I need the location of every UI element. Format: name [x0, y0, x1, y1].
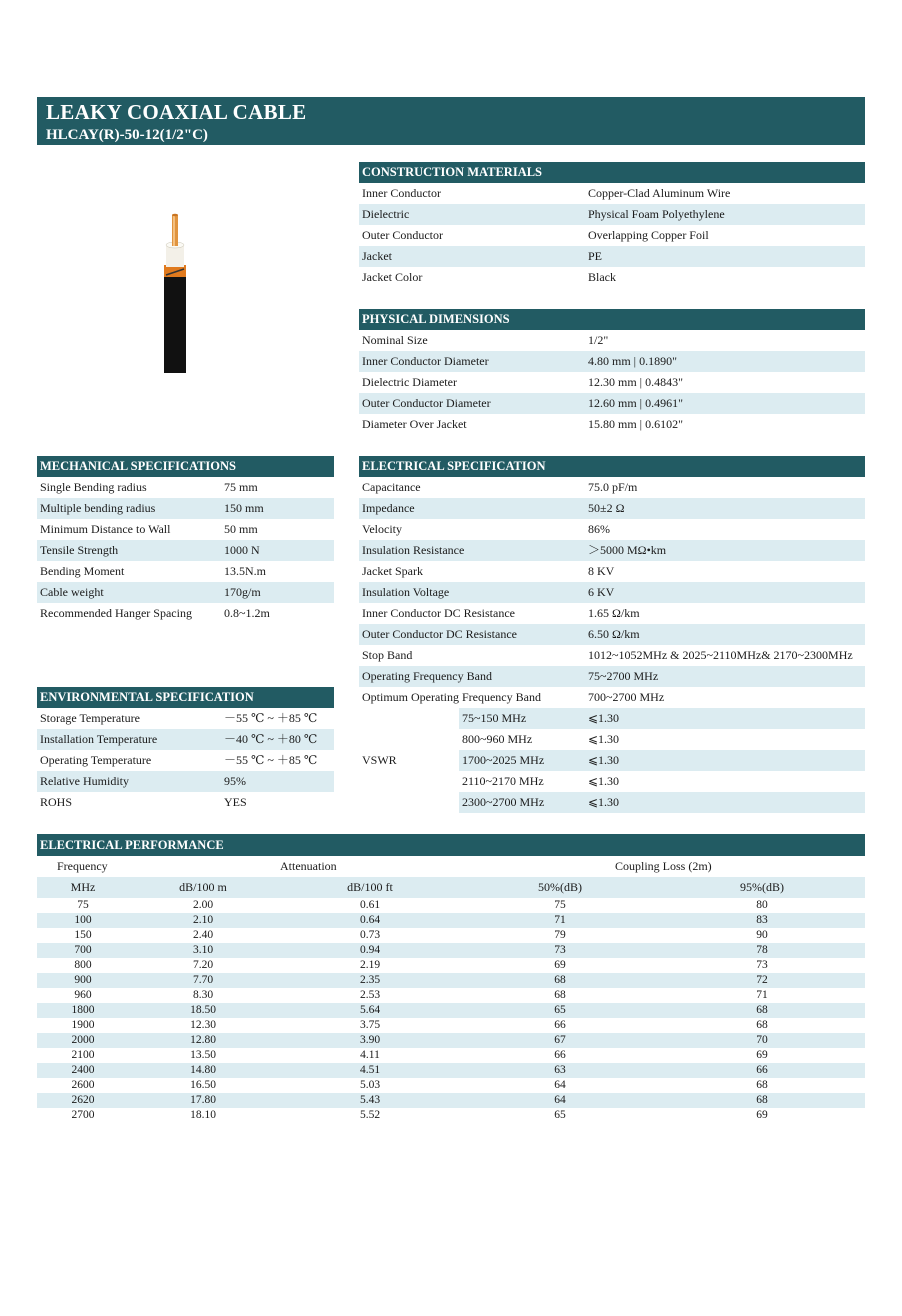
- table-cell: 700: [74, 944, 92, 956]
- vswr-value: ⩽1.30: [588, 732, 620, 746]
- table-row: [37, 1093, 865, 1108]
- spec-label: Impedance: [362, 501, 415, 515]
- spec-label: Outer Conductor Diameter: [362, 396, 491, 410]
- table-row: [37, 898, 865, 913]
- table-row: [37, 943, 865, 958]
- table-cell: 960: [74, 989, 92, 1001]
- spec-row: [359, 624, 865, 645]
- coupling-loss-group-header: Coupling Loss (2m): [615, 859, 712, 873]
- cable-image: [160, 213, 190, 373]
- spec-row: [359, 414, 865, 435]
- vswr-label: VSWR: [362, 753, 397, 767]
- spec-row: [37, 477, 334, 498]
- table-cell: 68: [756, 1094, 768, 1106]
- spec-label: Outer Conductor: [362, 228, 443, 242]
- spec-value: 8 KV: [588, 564, 615, 578]
- product-model: HLCAY(R)-50-12(1/2"C): [46, 127, 208, 143]
- table-cell: 5.03: [359, 1079, 381, 1091]
- spec-value: 75 mm: [224, 480, 258, 494]
- table-row: [37, 928, 865, 943]
- table-cell: 7.20: [192, 959, 214, 971]
- spec-row: [37, 582, 334, 603]
- spec-value: 170g/m: [224, 585, 261, 599]
- spec-value: 1012~1052MHz & 2025~2110MHz& 2170~2300MHz: [588, 648, 853, 662]
- section-header: ELECTRICAL SPECIFICATION: [359, 456, 865, 477]
- spec-row: [359, 519, 865, 540]
- table-cell: 12.30: [190, 1019, 216, 1031]
- vswr-value: ⩽1.30: [588, 711, 620, 725]
- table-cell: 69: [554, 959, 566, 971]
- spec-label: Operating Frequency Band: [362, 669, 492, 683]
- vswr-row: [459, 708, 865, 729]
- table-cell: 0.94: [359, 944, 381, 956]
- spec-value: YES: [224, 795, 247, 809]
- spec-row: [359, 204, 865, 225]
- spec-label: Optimum Operating Frequency Band: [362, 690, 541, 704]
- construction-materials-section: [359, 162, 865, 288]
- spec-row: [37, 519, 334, 540]
- table-row: [37, 988, 865, 1003]
- table-cell: 800: [74, 959, 92, 971]
- table-row: [37, 958, 865, 973]
- spec-value: 150 mm: [224, 501, 264, 515]
- spec-label: Dielectric: [362, 207, 410, 221]
- spec-value: Black: [588, 270, 616, 284]
- table-row: [37, 1003, 865, 1018]
- table-cell: 66: [756, 1064, 768, 1076]
- section-header: ELECTRICAL PERFORMANCE: [37, 834, 865, 856]
- table-cell: 4.11: [360, 1049, 380, 1061]
- table-cell: 100: [74, 914, 92, 926]
- spec-row: [37, 729, 334, 750]
- spec-label: Multiple bending radius: [40, 501, 156, 515]
- table-cell: 3.90: [359, 1034, 381, 1046]
- spec-row: [359, 561, 865, 582]
- table-cell: 69: [756, 1049, 768, 1061]
- vswr-band: 800~960 MHz: [462, 732, 533, 746]
- table-cell: 69: [756, 1109, 768, 1121]
- spec-row: [37, 792, 334, 813]
- vswr-value: ⩽1.30: [588, 795, 620, 809]
- column-header: MHz: [70, 880, 96, 894]
- vswr-value: ⩽1.30: [588, 774, 620, 788]
- mechanical-specifications-section: [37, 456, 334, 624]
- spec-label: Jacket Spark: [362, 564, 423, 578]
- spec-value: －55 ℃ ~ ＋85 ℃: [224, 753, 318, 767]
- spec-label: Cable weight: [40, 585, 104, 599]
- title-banner: [37, 97, 865, 145]
- spec-value: 6.50 Ω/km: [588, 627, 640, 641]
- table-cell: 1900: [71, 1019, 95, 1031]
- spec-value: PE: [588, 249, 603, 263]
- table-cell: 2600: [71, 1079, 95, 1091]
- spec-label: Outer Conductor DC Resistance: [362, 627, 517, 641]
- attenuation-group-header: Attenuation: [280, 859, 337, 873]
- table-cell: 66: [554, 1019, 566, 1031]
- table-row: [37, 1108, 865, 1123]
- table-cell: 78: [756, 944, 768, 956]
- table-cell: 2000: [71, 1034, 95, 1046]
- section-header: MECHANICAL SPECIFICATIONS: [37, 456, 334, 477]
- spec-label: Minimum Distance to Wall: [40, 522, 171, 536]
- spec-label: Insulation Voltage: [362, 585, 450, 599]
- spec-label: Storage Temperature: [40, 711, 140, 725]
- spec-row: [359, 393, 865, 414]
- spec-label: Inner Conductor: [362, 186, 441, 200]
- spec-row: [359, 666, 865, 687]
- spec-value: 13.5N.m: [224, 564, 266, 578]
- table-cell: 2100: [71, 1049, 95, 1061]
- spec-label: Inner Conductor Diameter: [362, 354, 489, 368]
- physical-dimensions-section: [359, 309, 865, 435]
- environmental-specification-section: [37, 687, 334, 813]
- spec-row: [359, 246, 865, 267]
- vswr-band: 1700~2025 MHz: [462, 753, 545, 767]
- column-header: 95%(dB): [740, 880, 784, 894]
- spec-label: Operating Temperature: [40, 753, 152, 767]
- vswr-band: 75~150 MHz: [462, 711, 527, 725]
- column-header-row: [37, 877, 865, 898]
- spec-label: Diameter Over Jacket: [362, 417, 467, 431]
- group-header-row: [37, 856, 865, 877]
- table-cell: 68: [554, 989, 566, 1001]
- table-cell: 0.73: [359, 929, 381, 941]
- spec-label: Velocity: [362, 522, 402, 536]
- spec-row: [359, 477, 865, 498]
- table-cell: 75: [554, 899, 566, 911]
- spec-row: [37, 540, 334, 561]
- table-cell: 71: [756, 989, 768, 1001]
- table-cell: 67: [554, 1034, 566, 1046]
- spec-value: 4.80 mm | 0.1890": [588, 354, 677, 368]
- spec-row: [359, 267, 865, 288]
- table-cell: 68: [756, 1019, 768, 1031]
- table-cell: 16.50: [190, 1079, 216, 1091]
- table-row: [37, 1048, 865, 1063]
- spec-label: Insulation Resistance: [362, 543, 465, 557]
- spec-value: 12.60 mm | 0.4961": [588, 396, 683, 410]
- spec-label: Single Bending radius: [40, 480, 147, 494]
- electrical-specification-section: [359, 456, 865, 813]
- table-cell: 2.10: [192, 914, 214, 926]
- spec-value: 6 KV: [588, 585, 615, 599]
- spec-row: [359, 603, 865, 624]
- spec-row: [359, 540, 865, 561]
- table-cell: 90: [756, 929, 768, 941]
- table-cell: 68: [756, 1004, 768, 1016]
- table-cell: 14.80: [190, 1064, 216, 1076]
- table-cell: 2400: [71, 1064, 95, 1076]
- table-cell: 65: [554, 1109, 566, 1121]
- spec-value: 86%: [588, 522, 610, 536]
- spec-label: Relative Humidity: [40, 774, 129, 788]
- table-cell: 2620: [71, 1094, 95, 1106]
- table-cell: 2.35: [359, 974, 381, 986]
- table-cell: 80: [756, 899, 768, 911]
- spec-row: [359, 687, 865, 708]
- table-cell: 3.10: [192, 944, 214, 956]
- section-header: CONSTRUCTION MATERIALS: [359, 162, 865, 183]
- spec-label: Jacket Color: [362, 270, 423, 284]
- vswr-row: [459, 792, 865, 813]
- table-cell: 63: [554, 1064, 566, 1076]
- table-cell: 70: [756, 1034, 768, 1046]
- spec-row: [359, 645, 865, 666]
- column-header: dB/100 ft: [347, 880, 393, 894]
- spec-row: [37, 498, 334, 519]
- table-cell: 150: [74, 929, 92, 941]
- table-cell: 18.10: [190, 1109, 216, 1121]
- spec-value: Copper-Clad Aluminum Wire: [588, 186, 731, 200]
- spec-row: [37, 561, 334, 582]
- table-cell: 75: [77, 899, 89, 911]
- table-cell: 5.64: [359, 1004, 381, 1016]
- table-cell: 2.40: [192, 929, 214, 941]
- spec-row: [359, 351, 865, 372]
- table-cell: 1800: [71, 1004, 95, 1016]
- vswr-band: 2110~2170 MHz: [462, 774, 544, 788]
- table-cell: 4.51: [359, 1064, 381, 1076]
- spec-value: 700~2700 MHz: [588, 690, 665, 704]
- table-cell: 5.43: [359, 1094, 381, 1106]
- vswr-row: [459, 771, 865, 792]
- table-cell: 13.50: [190, 1049, 216, 1061]
- spec-value: Physical Foam Polyethylene: [588, 207, 725, 221]
- table-cell: 900: [74, 974, 92, 986]
- spec-row: [37, 771, 334, 792]
- spec-label: Jacket: [362, 249, 392, 263]
- spec-row: [359, 330, 865, 351]
- spec-value: 12.30 mm | 0.4843": [588, 375, 683, 389]
- spec-value: －40 ℃ ~ ＋80 ℃: [224, 732, 318, 746]
- table-row: [37, 1033, 865, 1048]
- spec-label: Tensile Strength: [40, 543, 119, 557]
- spec-value: 75~2700 MHz: [588, 669, 659, 683]
- spec-label: Capacitance: [362, 480, 421, 494]
- table-cell: 17.80: [190, 1094, 216, 1106]
- spec-value: Overlapping Copper Foil: [588, 228, 709, 242]
- vswr-row: [459, 729, 865, 750]
- table-cell: 73: [756, 959, 768, 971]
- table-row: [37, 1018, 865, 1033]
- table-row: [37, 1078, 865, 1093]
- spec-row: [359, 183, 865, 204]
- table-cell: 18.50: [190, 1004, 216, 1016]
- section-header: PHYSICAL DIMENSIONS: [359, 309, 865, 330]
- electrical-performance-section: [37, 834, 865, 1123]
- table-row: [37, 913, 865, 928]
- table-cell: 2.53: [359, 989, 381, 1001]
- column-header: dB/100 m: [179, 880, 227, 894]
- spec-label: Recommended Hanger Spacing: [40, 606, 192, 620]
- spec-label: Stop Band: [362, 648, 413, 662]
- table-cell: 7.70: [192, 974, 214, 986]
- table-cell: 72: [756, 974, 768, 986]
- table-cell: 5.52: [359, 1109, 381, 1121]
- spec-row: [359, 372, 865, 393]
- spec-value: 50±2 Ω: [588, 501, 625, 515]
- table-cell: 71: [554, 914, 566, 926]
- spec-row: [359, 498, 865, 519]
- table-row: [37, 973, 865, 988]
- vswr-value: ⩽1.30: [588, 753, 620, 767]
- spec-row: [37, 750, 334, 771]
- table-cell: 68: [554, 974, 566, 986]
- vswr-row: [459, 750, 865, 771]
- spec-row: [359, 225, 865, 246]
- table-cell: 64: [554, 1094, 566, 1106]
- spec-value: ＞5000 MΩ•km: [588, 543, 667, 557]
- table-cell: 68: [756, 1079, 768, 1091]
- table-cell: 73: [554, 944, 566, 956]
- spec-value: 1/2": [588, 333, 609, 347]
- table-cell: 0.64: [359, 914, 381, 926]
- table-cell: 2700: [71, 1109, 95, 1121]
- table-cell: 64: [554, 1079, 566, 1091]
- spec-value: 50 mm: [224, 522, 258, 536]
- vswr-block: [359, 708, 865, 813]
- spec-label: Bending Moment: [40, 564, 125, 578]
- table-cell: 0.61: [359, 899, 381, 911]
- spec-value: 0.8~1.2m: [224, 606, 270, 620]
- vswr-band: 2300~2700 MHz: [462, 795, 545, 809]
- spec-label: Nominal Size: [362, 333, 428, 347]
- table-cell: 65: [554, 1004, 566, 1016]
- table-cell: 8.30: [192, 989, 214, 1001]
- spec-row: [37, 708, 334, 729]
- table-cell: 3.75: [359, 1019, 381, 1031]
- spec-value: 15.80 mm | 0.6102": [588, 417, 683, 431]
- frequency-group-header: Frequency: [57, 859, 108, 873]
- table-cell: 2.19: [359, 959, 381, 971]
- spec-value: －55 ℃ ~ ＋85 ℃: [224, 711, 318, 725]
- spec-label: Installation Temperature: [40, 732, 158, 746]
- table-cell: 66: [554, 1049, 566, 1061]
- column-header: 50%(dB): [538, 880, 582, 894]
- product-title: LEAKY COAXIAL CABLE: [46, 100, 307, 124]
- spec-value: 75.0 pF/m: [588, 480, 638, 494]
- table-cell: 83: [756, 914, 768, 926]
- table-cell: 79: [554, 929, 566, 941]
- section-header: ENVIRONMENTAL SPECIFICATION: [37, 687, 334, 708]
- table-row: [37, 1063, 865, 1078]
- spec-row: [37, 603, 334, 624]
- table-cell: 2.00: [192, 899, 214, 911]
- spec-label: ROHS: [40, 795, 73, 809]
- spec-row: [359, 582, 865, 603]
- table-cell: 12.80: [190, 1034, 216, 1046]
- spec-label: Inner Conductor DC Resistance: [362, 606, 515, 620]
- spec-label: Dielectric Diameter: [362, 375, 457, 389]
- spec-value: 1000 N: [224, 543, 260, 557]
- spec-value: 1.65 Ω/km: [588, 606, 640, 620]
- spec-value: 95%: [224, 774, 246, 788]
